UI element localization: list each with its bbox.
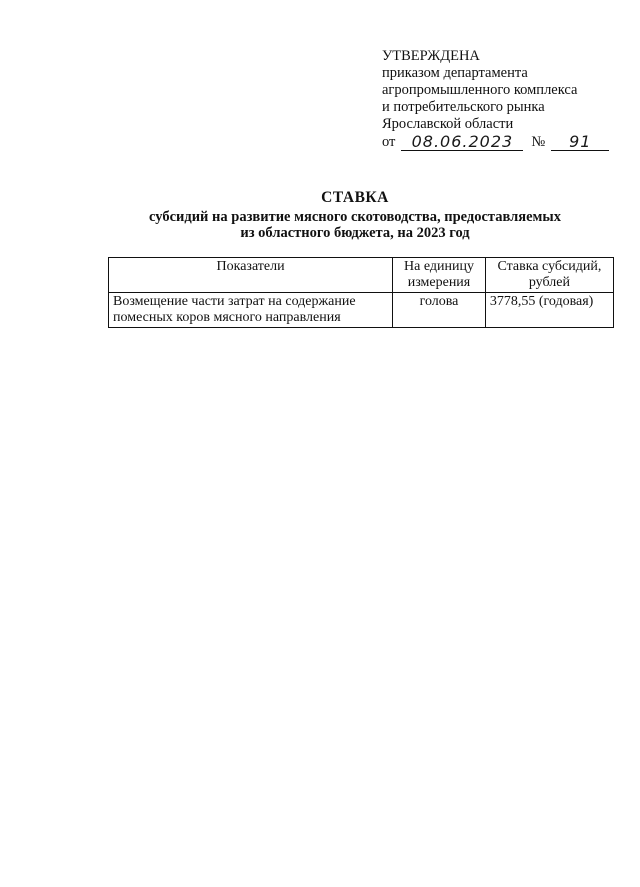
table-row xyxy=(109,293,614,328)
document-subtitle: из областного бюджета, на 2023 год xyxy=(240,225,470,241)
table-cell-unit: голова xyxy=(393,293,486,328)
handwritten-date: 08.06.2023 xyxy=(401,134,523,151)
number-prefix: № xyxy=(531,134,546,150)
handwritten-number: 91 xyxy=(551,134,609,151)
rates-table xyxy=(108,257,614,328)
approval-line: и потребительского рынка xyxy=(382,99,545,115)
document-title: СТАВКА xyxy=(321,189,389,206)
approval-line: приказом департамента xyxy=(382,65,528,81)
column-header-rate: Ставка субсидий, рублей xyxy=(485,258,613,293)
approval-date-line xyxy=(382,134,609,151)
date-prefix: от xyxy=(382,134,396,150)
table-cell-rate: 3778,55 (годовая) xyxy=(485,293,613,328)
column-header-indicators: Показатели xyxy=(109,258,393,293)
approval-line: агропромышленного комплекса xyxy=(382,82,578,98)
table-header-row xyxy=(109,258,614,293)
approval-title: УТВЕРЖДЕНА xyxy=(382,48,480,64)
table-cell-indicator: Возмещение части затрат на содержание помесных коров мясного направления xyxy=(109,293,393,328)
approval-line: Ярославской области xyxy=(382,116,514,132)
approval-block xyxy=(382,48,609,151)
document-heading xyxy=(0,190,640,241)
column-header-unit: На единицу измерения xyxy=(393,258,486,293)
document-subtitle: субсидий на развитие мясного скотоводства, предоставляемых xyxy=(149,209,561,225)
